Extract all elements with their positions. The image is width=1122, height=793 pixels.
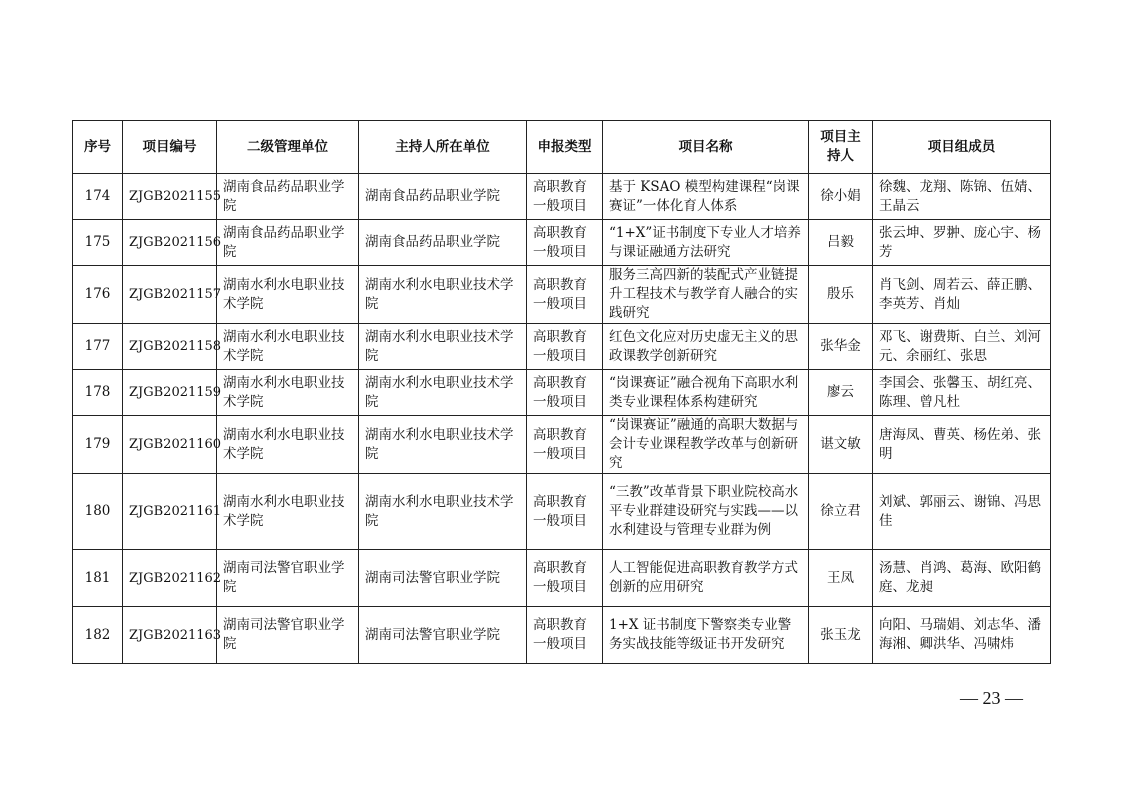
cell-host: 张华金 bbox=[809, 324, 873, 370]
cell-host-unit: 湖南水利水电职业技术学院 bbox=[359, 474, 527, 550]
cell-host: 王凤 bbox=[809, 550, 873, 607]
cell-members: 张云坤、罗翀、庞心宇、杨芳 bbox=[873, 220, 1051, 266]
cell-code: ZJGB2021157 bbox=[123, 266, 217, 324]
cell-code: ZJGB2021162 bbox=[123, 550, 217, 607]
cell-name: “1+X”证书制度下专业人才培养与课证融通方法研究 bbox=[603, 220, 809, 266]
cell-host-unit: 湖南水利水电职业技术学院 bbox=[359, 324, 527, 370]
cell-seq: 181 bbox=[73, 550, 123, 607]
cell-type: 高职教育一般项目 bbox=[527, 370, 603, 416]
cell-type: 高职教育一般项目 bbox=[527, 324, 603, 370]
cell-unit: 湖南司法警官职业学院 bbox=[217, 550, 359, 607]
cell-host-unit: 湖南司法警官职业学院 bbox=[359, 550, 527, 607]
cell-host: 廖云 bbox=[809, 370, 873, 416]
table-row bbox=[73, 370, 1051, 416]
page-number: — 23 — bbox=[960, 688, 1023, 708]
cell-seq: 174 bbox=[73, 174, 123, 220]
table-row bbox=[73, 266, 1051, 324]
cell-members: 邓飞、谢费斯、白兰、刘河元、余丽红、张思 bbox=[873, 324, 1051, 370]
table-row bbox=[73, 174, 1051, 220]
cell-code: ZJGB2021160 bbox=[123, 416, 217, 474]
cell-name: 人工智能促进高职教育教学方式创新的应用研究 bbox=[603, 550, 809, 607]
cell-seq: 180 bbox=[73, 474, 123, 550]
cell-members: 肖飞剑、周若云、薛正鹏、李英芳、肖灿 bbox=[873, 266, 1051, 324]
cell-code: ZJGB2021163 bbox=[123, 607, 217, 664]
cell-code: ZJGB2021159 bbox=[123, 370, 217, 416]
cell-host-unit: 湖南食品药品职业学院 bbox=[359, 220, 527, 266]
cell-code: ZJGB2021158 bbox=[123, 324, 217, 370]
header-members: 项目组成员 bbox=[873, 121, 1051, 174]
cell-type: 高职教育一般项目 bbox=[527, 174, 603, 220]
header-unit: 二级管理单位 bbox=[217, 121, 359, 174]
cell-seq: 176 bbox=[73, 266, 123, 324]
cell-host: 谌文敏 bbox=[809, 416, 873, 474]
cell-members: 徐魏、龙翔、陈锦、伍婧、王晶云 bbox=[873, 174, 1051, 220]
cell-host: 张玉龙 bbox=[809, 607, 873, 664]
cell-host-unit: 湖南食品药品职业学院 bbox=[359, 174, 527, 220]
project-table-container bbox=[72, 120, 1050, 664]
cell-members: 刘斌、郭丽云、谢锦、冯思佳 bbox=[873, 474, 1051, 550]
table-row bbox=[73, 416, 1051, 474]
table-body bbox=[73, 174, 1051, 664]
cell-type: 高职教育一般项目 bbox=[527, 416, 603, 474]
cell-type: 高职教育一般项目 bbox=[527, 474, 603, 550]
cell-host: 徐立君 bbox=[809, 474, 873, 550]
cell-name: “三教”改革背景下职业院校高水平专业群建设研究与实践——以水利建设与管理专业群为例 bbox=[603, 474, 809, 550]
cell-unit: 湖南水利水电职业技术学院 bbox=[217, 370, 359, 416]
cell-name: 基于 KSAO 模型构建课程“岗课赛证”一体化育人体系 bbox=[603, 174, 809, 220]
cell-host-unit: 湖南司法警官职业学院 bbox=[359, 607, 527, 664]
table-row bbox=[73, 474, 1051, 550]
cell-seq: 182 bbox=[73, 607, 123, 664]
cell-host-unit: 湖南水利水电职业技术学院 bbox=[359, 266, 527, 324]
cell-code: ZJGB2021156 bbox=[123, 220, 217, 266]
cell-members: 汤慧、肖鸿、葛海、欧阳鹤庭、龙昶 bbox=[873, 550, 1051, 607]
cell-host: 吕毅 bbox=[809, 220, 873, 266]
cell-seq: 179 bbox=[73, 416, 123, 474]
cell-name: 红色文化应对历史虚无主义的思政课教学创新研究 bbox=[603, 324, 809, 370]
cell-type: 高职教育一般项目 bbox=[527, 607, 603, 664]
cell-unit: 湖南食品药品职业学院 bbox=[217, 220, 359, 266]
cell-unit: 湖南水利水电职业技术学院 bbox=[217, 474, 359, 550]
table-row bbox=[73, 550, 1051, 607]
cell-name: “岗课赛证”融通的高职大数据与会计专业课程教学改革与创新研究 bbox=[603, 416, 809, 474]
table-row bbox=[73, 220, 1051, 266]
table-row bbox=[73, 324, 1051, 370]
cell-host: 徐小娟 bbox=[809, 174, 873, 220]
cell-host-unit: 湖南水利水电职业技术学院 bbox=[359, 370, 527, 416]
table-header-row bbox=[73, 121, 1051, 174]
cell-code: ZJGB2021155 bbox=[123, 174, 217, 220]
cell-unit: 湖南水利水电职业技术学院 bbox=[217, 266, 359, 324]
cell-unit: 湖南食品药品职业学院 bbox=[217, 174, 359, 220]
cell-name: 服务三高四新的装配式产业链提升工程技术与教学育人融合的实践研究 bbox=[603, 266, 809, 324]
header-host: 项目主持人 bbox=[809, 121, 873, 174]
cell-unit: 湖南水利水电职业技术学院 bbox=[217, 324, 359, 370]
cell-type: 高职教育一般项目 bbox=[527, 220, 603, 266]
cell-members: 李国会、张馨玉、胡红亮、陈理、曾凡杜 bbox=[873, 370, 1051, 416]
header-name: 项目名称 bbox=[603, 121, 809, 174]
cell-type: 高职教育一般项目 bbox=[527, 550, 603, 607]
header-seq: 序号 bbox=[73, 121, 123, 174]
cell-seq: 177 bbox=[73, 324, 123, 370]
cell-name: “岗课赛证”融合视角下高职水利类专业课程体系构建研究 bbox=[603, 370, 809, 416]
header-type: 申报类型 bbox=[527, 121, 603, 174]
header-host-unit: 主持人所在单位 bbox=[359, 121, 527, 174]
cell-host-unit: 湖南水利水电职业技术学院 bbox=[359, 416, 527, 474]
header-code: 项目编号 bbox=[123, 121, 217, 174]
cell-host: 殷乐 bbox=[809, 266, 873, 324]
cell-members: 唐海凤、曹英、杨佐弟、张明 bbox=[873, 416, 1051, 474]
cell-seq: 178 bbox=[73, 370, 123, 416]
cell-members: 向阳、马瑞娟、刘志华、潘海湘、卿洪华、冯啸炜 bbox=[873, 607, 1051, 664]
cell-type: 高职教育一般项目 bbox=[527, 266, 603, 324]
cell-name: 1+X 证书制度下警察类专业警务实战技能等级证书开发研究 bbox=[603, 607, 809, 664]
table-row bbox=[73, 607, 1051, 664]
cell-unit: 湖南司法警官职业学院 bbox=[217, 607, 359, 664]
project-table bbox=[72, 120, 1051, 664]
cell-unit: 湖南水利水电职业技术学院 bbox=[217, 416, 359, 474]
cell-code: ZJGB2021161 bbox=[123, 474, 217, 550]
cell-seq: 175 bbox=[73, 220, 123, 266]
